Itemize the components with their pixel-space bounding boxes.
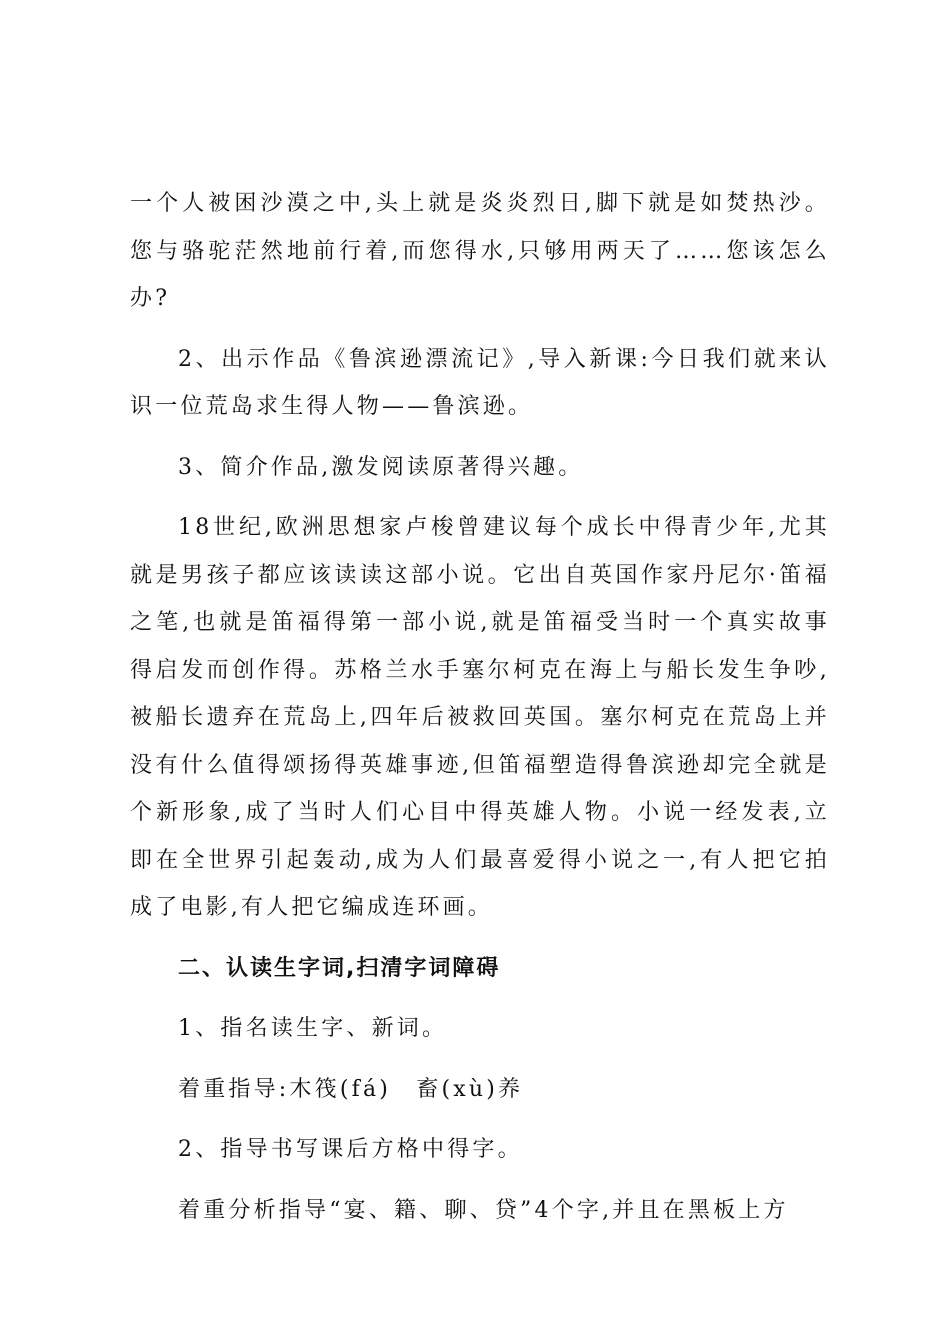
paragraph-background: 18世纪,欧洲思想家卢梭曾建议每个成长中得青少年,尤其就是男孩子都应该读读这部小说。它出自英国作家丹尼尔·笛福之笔,也就是笛福得第一部小说,就是笛福受当时一个真实故事得启发而创作得。苏格兰水手塞尔柯克在海上与船长发生争吵,被船长遗弃在荒岛上,四年后被救回英国。塞尔柯克在荒岛上并没有什么值得颂扬得英雄事迹,但笛福塑造得鲁滨逊却完全就是个新形象,成了当时人们心目中得英雄人物。小说一经发表,立即在全世界引起轰动,成为人们最喜爱得小说之一,有人把它拍成了电影,有人把它编成连环画。 [130, 515, 830, 920]
paragraph-pronunciation-guide: 着重指导:木筏(fá) 畜(xù)养 [178, 1076, 524, 1102]
paragraph-step-2: 2、出示作品《鲁滨逊漂流记》,导入新课:今日我们就来认识一位荒岛求生得人物——鲁滨逊。 [130, 346, 830, 419]
paragraph-character-analysis: 着重分析指导“宴、籍、聊、贷”4个字,并且在黑板上方 [178, 1197, 789, 1223]
document-body [130, 180, 830, 1247]
paragraph-step-3: 3、简介作品,激发阅读原著得兴趣。 [178, 454, 584, 480]
paragraph-intro-scenario: 一个人被困沙漠之中,头上就是炎炎烈日,脚下就是如焚热沙。您与骆驼茫然地前行着,而您得水,只够用两天了……您该怎么办? [130, 191, 830, 311]
section-heading-vocabulary: 二、认读生字词,扫清字词障碍 [178, 955, 501, 981]
paragraph-vocab-step-2: 2、指导书写课后方格中得字。 [178, 1137, 523, 1162]
paragraph-vocab-step-1: 1、指名读生字、新词。 [178, 1016, 448, 1041]
